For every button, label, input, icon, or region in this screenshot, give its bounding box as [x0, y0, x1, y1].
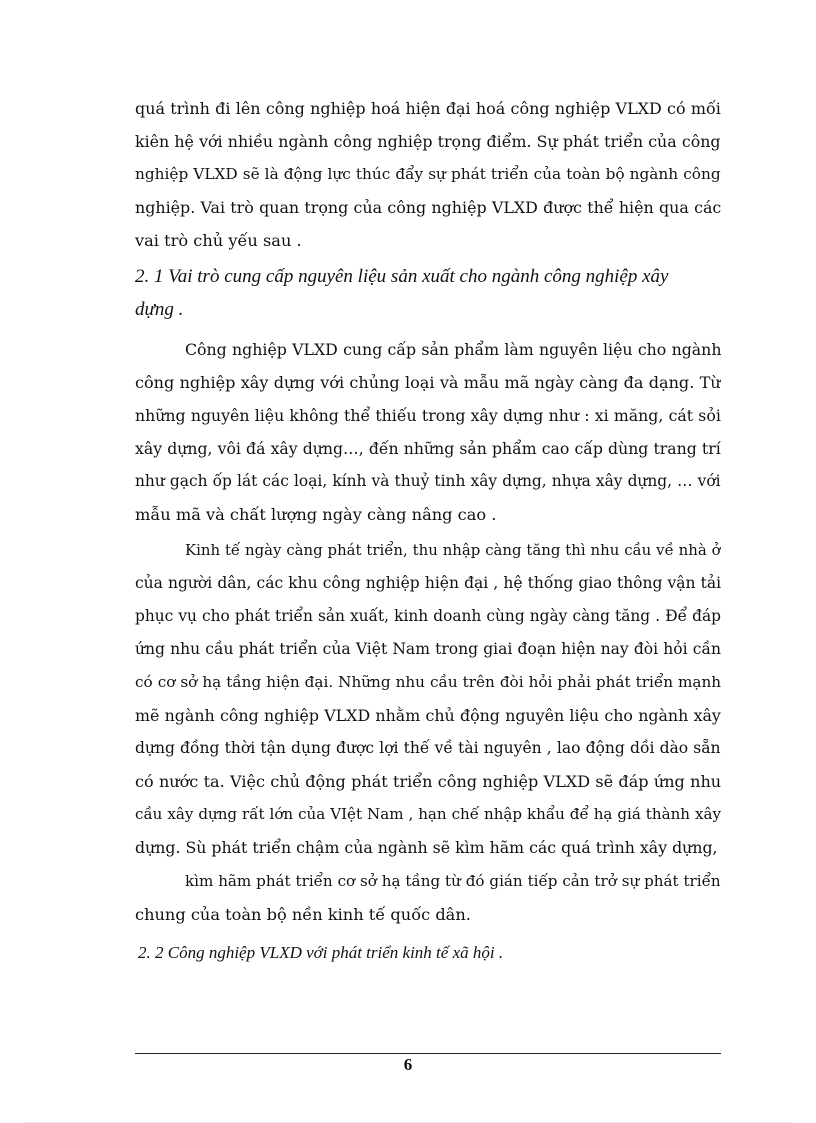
text-line: mẫu mã và chất lượng ngày càng nâng cao . — [135, 505, 497, 524]
text-line: dựng. Sù phát triển chậm của ngành sẽ kìm hãm các quá trình xây dựng, — [135, 838, 718, 857]
text-line: nghiệp. Vai trò quan trọng của công nghiệp VLXD được thể hiện qua các — [135, 198, 721, 217]
text-line: mẽ ngành công nghiệp VLXD nhằm chủ động nguyên liệu cho ngành xây — [135, 706, 721, 725]
text-line: Kinh tế ngày càng phát triển, thu nhập càng tăng thì nhu cầu về nhà ở — [185, 541, 721, 559]
paragraph-economy — [135, 534, 721, 864]
text-line: xây dựng, vôi đá xây dựng…, đến những sản phẩm cao cấp dùng trang trí — [135, 439, 721, 458]
text-line: có nước ta. Việc chủ động phát triển công nghiệp VLXD sẽ đáp ứng nhu — [135, 772, 721, 791]
text-line: có cơ sở hạ tầng hiện đại. Những nhu cầu trên đòi hỏi phải phát triển mạnh — [135, 673, 721, 691]
text-line: công nghiệp xây dựng với chủng loại và mẫu mã ngày càng đa dạng. Từ — [135, 373, 721, 392]
text-line: những nguyên liệu không thể thiếu trong xây dựng như : xi măng, cát sỏi — [135, 406, 721, 425]
text-line: kìm hãm phát triển cơ sở hạ tầng từ đó gián tiếp cản trở sự phát triển — [185, 872, 721, 890]
text-line: dựng đồng thời tận dụng được lợi thế về tài nguyên , lao động dồi dào sẵn — [135, 739, 721, 757]
text-line: ứng nhu cầu phát triển của Việt Nam trong giai đoạn hiện nay đòi hỏi cần — [135, 640, 721, 658]
text-line: cầu xây dựng rất lớn của VIệt Nam , hạn chế nhập khẩu để hạ giá thành xây — [135, 805, 721, 823]
text-line: phục vụ cho phát triển sản xuất, kinh doanh cùng ngày càng tăng . Để đáp — [135, 607, 721, 625]
section-heading-2-1 — [135, 260, 721, 326]
page-number: 6 — [403, 1055, 413, 1074]
section-heading-2-2 — [138, 936, 724, 969]
paragraph-materials — [135, 333, 721, 531]
text-line: Công nghiệp VLXD cung cấp sản phẩm làm nguyên liệu cho ngành — [185, 340, 721, 359]
paragraph-consequence — [135, 865, 721, 931]
heading-line: dựng . — [135, 299, 184, 320]
text-line: kiên hệ với nhiều ngành công nghiệp trọng điểm. Sự phát triển của công — [135, 132, 721, 151]
text-line: quá trình đi lên công nghiệp hoá hiện đại hoá công nghiệp VLXD có mối — [135, 99, 721, 118]
footer-divider — [135, 1053, 721, 1054]
text-line: nghiệp VLXD sẽ là động lực thúc đẩy sự phát triển của toàn bộ ngành công — [135, 165, 721, 183]
text-line: vai trò chủ yếu sau . — [135, 231, 302, 250]
heading-line: 2. 1 Vai trò cung cấp nguyên liệu sản xuất cho ngành công nghiệp xây — [135, 266, 669, 287]
text-line: của người dân, các khu công nghiệp hiện đại , hệ thống giao thông vận tải — [135, 574, 721, 592]
paragraph-intro — [135, 92, 721, 257]
text-line: như gạch ốp lát các loại, kính và thuỷ tinh xây dựng, nhựa xây dựng, … với — [135, 472, 721, 490]
text-line: chung của toàn bộ nền kinh tế quốc dân. — [135, 905, 471, 924]
heading-line: 2. 2 Công nghiệp VLXD với phát triển kinh tế xã hội . — [138, 943, 504, 962]
